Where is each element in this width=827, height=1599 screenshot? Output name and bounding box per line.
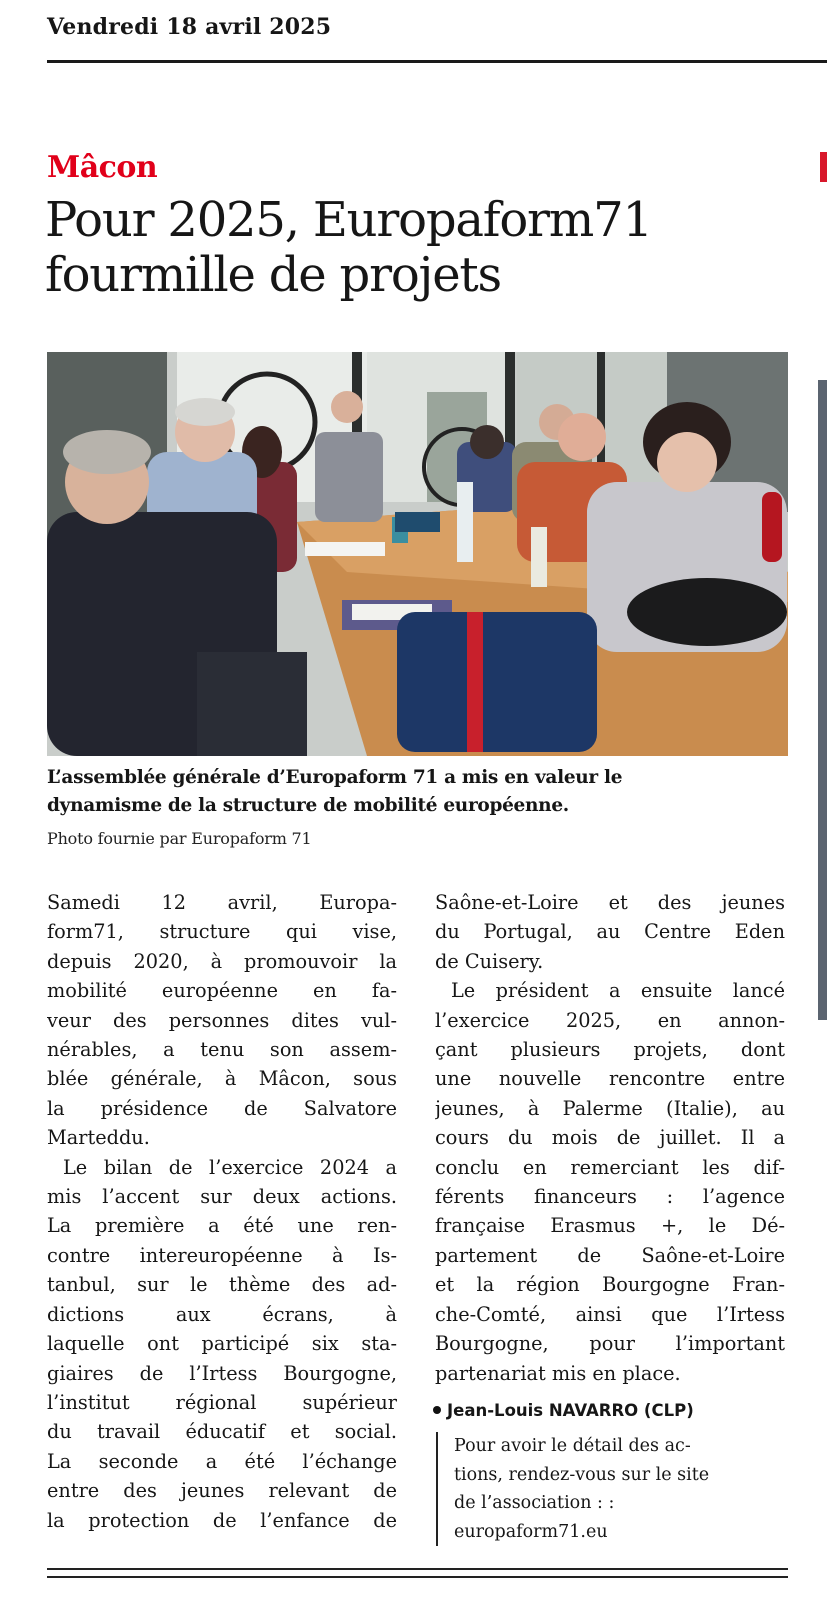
info-line: tions, rendez-vous sur le site <box>454 1464 710 1485</box>
body-line: Le président a ensuite lancé <box>451 979 785 1003</box>
caption-line: L’assemblée générale d’Europaform 71 a mis en valeur le <box>47 767 623 788</box>
body-line: du travail éducatif et social. <box>47 1420 397 1444</box>
body-line: blée générale, à Mâcon, sous <box>47 1067 397 1091</box>
info-box <box>436 1432 784 1546</box>
body-line: La seconde a été l’échange <box>47 1449 397 1473</box>
caption-line: dynamisme de la structure de mobilité européenne. <box>47 795 569 816</box>
body-line: contre intereuropéenne à Is- <box>47 1243 397 1267</box>
headline-line: Pour 2025, Europaform71 <box>45 192 652 248</box>
body-line: entre des jeunes relevant de <box>47 1479 397 1503</box>
body-line: Le bilan de l’exercice 2024 a <box>63 1155 397 1179</box>
body-line: nérables, a tenu son assem- <box>47 1038 397 1062</box>
body-line: Saône-et-Loire et des jeunes <box>435 891 785 914</box>
body-column-right <box>435 888 785 1388</box>
photo-credit: Photo fournie par Europaform 71 <box>47 829 312 848</box>
body-line: giaires de l’Irtess Bourgogne, <box>47 1361 397 1385</box>
body-line: veur des personnes dites vul- <box>47 1008 397 1032</box>
info-line: de l’association : : <box>454 1493 615 1513</box>
article-photo <box>47 352 788 756</box>
body-line: Marteddu. <box>47 1126 150 1150</box>
body-line: partement de Saône-et-Loire <box>435 1243 785 1267</box>
body-line: mis l’accent sur deux actions. <box>47 1185 397 1209</box>
author-name: Jean-Louis NAVARRO (CLP) <box>447 1401 694 1420</box>
section-label: Mâcon <box>47 150 158 185</box>
body-line: La première a été une ren- <box>47 1214 397 1238</box>
body-line: laquelle ont participé six sta- <box>47 1332 397 1356</box>
body-line: une nouvelle rencontre entre <box>435 1067 785 1091</box>
body-line: partenariat mis en place. <box>435 1361 681 1385</box>
body-line: la protection de l’enfance de <box>47 1508 397 1532</box>
body-line: française Erasmus +, le Dé- <box>435 1214 785 1238</box>
bottom-rule <box>47 1576 788 1578</box>
headline-line: fourmille de projets <box>45 247 501 303</box>
body-line: dictions aux écrans, à <box>47 1302 397 1326</box>
bullet-icon <box>433 1406 441 1414</box>
body-line: che-Comté, ainsi que l’Irtess <box>435 1302 785 1326</box>
body-line: l’institut régional supérieur <box>47 1390 397 1414</box>
info-line: Pour avoir le détail des ac- <box>454 1436 691 1456</box>
photo-caption <box>47 764 807 820</box>
top-rule <box>47 60 827 63</box>
body-line: la présidence de Salvatore <box>47 1096 397 1120</box>
body-line: Samedi 12 avril, Europa- <box>47 891 397 914</box>
author-byline <box>433 1401 694 1420</box>
body-line: depuis 2020, à promouvoir la <box>47 949 397 973</box>
body-line: mobilité européenne en fa- <box>47 979 397 1003</box>
body-line: Bourgogne, pour l’important <box>435 1332 785 1356</box>
body-line: tanbul, sur le thème des ad- <box>47 1273 397 1297</box>
body-column-left <box>47 888 397 1535</box>
dateline: Vendredi 18 avril 2025 <box>47 14 332 40</box>
neighbor-section-marker <box>820 152 827 182</box>
body-line: et la région Bourgogne Fran- <box>435 1273 785 1297</box>
body-line: férents financeurs : l’agence <box>435 1185 785 1209</box>
body-line: l’exercice 2025, en annon- <box>435 1008 785 1032</box>
body-line: çant plusieurs projets, dont <box>435 1038 785 1062</box>
bottom-rule <box>47 1568 788 1570</box>
body-line: de Cuisery. <box>435 949 544 973</box>
body-line: conclu en remerciant les dif- <box>435 1155 785 1179</box>
body-line: cours du mois de juillet. Il a <box>435 1126 785 1150</box>
body-line: form71, structure qui vise, <box>47 920 397 944</box>
neighbor-photo-edge <box>818 380 827 1020</box>
body-line: du Portugal, au Centre Eden <box>435 920 785 944</box>
website-link[interactable]: europaform71.eu <box>454 1521 608 1542</box>
headline <box>45 193 805 303</box>
body-line: jeunes, à Palerme (Italie), au <box>435 1096 785 1120</box>
